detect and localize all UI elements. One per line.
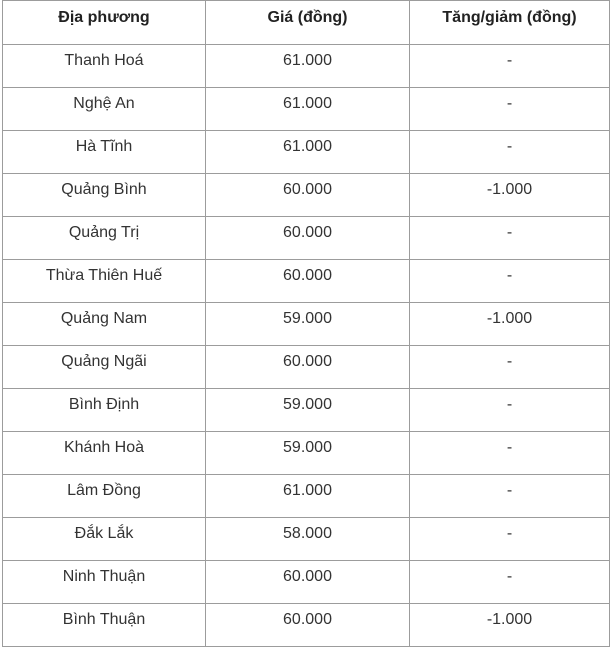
change-cell: - bbox=[410, 88, 610, 131]
change-cell: - bbox=[410, 260, 610, 303]
province-cell: Ninh Thuận bbox=[3, 561, 206, 604]
table-row bbox=[3, 475, 610, 518]
table-row bbox=[3, 604, 610, 647]
change-cell: - bbox=[410, 561, 610, 604]
price-cell: 59.000 bbox=[206, 432, 410, 475]
province-cell: Bình Định bbox=[3, 389, 206, 432]
price-cell: 60.000 bbox=[206, 174, 410, 217]
change-cell: - bbox=[410, 389, 610, 432]
table-row bbox=[3, 518, 610, 561]
change-cell: -1.000 bbox=[410, 604, 610, 647]
price-cell: 59.000 bbox=[206, 389, 410, 432]
column-header-province: Địa phương bbox=[3, 1, 206, 45]
table-row bbox=[3, 389, 610, 432]
table-row bbox=[3, 217, 610, 260]
change-cell: - bbox=[410, 217, 610, 260]
price-cell: 61.000 bbox=[206, 88, 410, 131]
table-row bbox=[3, 561, 610, 604]
change-cell: - bbox=[410, 475, 610, 518]
pig-price-table bbox=[2, 0, 610, 647]
province-cell: Nghệ An bbox=[3, 88, 206, 131]
price-cell: 59.000 bbox=[206, 303, 410, 346]
table-row bbox=[3, 174, 610, 217]
change-cell: - bbox=[410, 432, 610, 475]
province-cell: Khánh Hoà bbox=[3, 432, 206, 475]
price-cell: 61.000 bbox=[206, 131, 410, 174]
price-cell: 58.000 bbox=[206, 518, 410, 561]
province-cell: Quảng Ngãi bbox=[3, 346, 206, 389]
table-row bbox=[3, 303, 610, 346]
table-row bbox=[3, 45, 610, 88]
price-cell: 60.000 bbox=[206, 604, 410, 647]
table-header-row bbox=[3, 1, 610, 45]
price-cell: 60.000 bbox=[206, 217, 410, 260]
province-cell: Quảng Bình bbox=[3, 174, 206, 217]
province-cell: Lâm Đồng bbox=[3, 475, 206, 518]
price-cell: 60.000 bbox=[206, 260, 410, 303]
province-cell: Thừa Thiên Huế bbox=[3, 260, 206, 303]
province-cell: Quảng Nam bbox=[3, 303, 206, 346]
table-row bbox=[3, 260, 610, 303]
province-cell: Hà Tĩnh bbox=[3, 131, 206, 174]
table-row bbox=[3, 131, 610, 174]
province-cell: Đắk Lắk bbox=[3, 518, 206, 561]
change-cell: - bbox=[410, 518, 610, 561]
table-row bbox=[3, 346, 610, 389]
price-cell: 60.000 bbox=[206, 346, 410, 389]
change-cell: - bbox=[410, 131, 610, 174]
column-header-change: Tăng/giảm (đồng) bbox=[410, 1, 610, 45]
change-cell: -1.000 bbox=[410, 303, 610, 346]
price-cell: 61.000 bbox=[206, 475, 410, 518]
change-cell: - bbox=[410, 45, 610, 88]
change-cell: -1.000 bbox=[410, 174, 610, 217]
table-row bbox=[3, 432, 610, 475]
price-cell: 60.000 bbox=[206, 561, 410, 604]
province-cell: Bình Thuận bbox=[3, 604, 206, 647]
change-cell: - bbox=[410, 346, 610, 389]
table-row bbox=[3, 88, 610, 131]
price-cell: 61.000 bbox=[206, 45, 410, 88]
province-cell: Quảng Trị bbox=[3, 217, 206, 260]
province-cell: Thanh Hoá bbox=[3, 45, 206, 88]
column-header-price: Giá (đồng) bbox=[206, 1, 410, 45]
